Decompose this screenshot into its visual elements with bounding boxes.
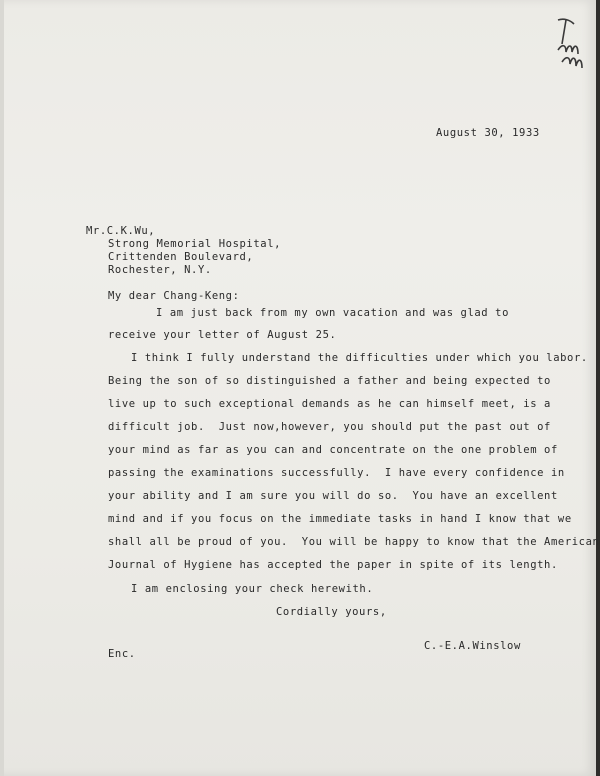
- body-line: shall all be proud of you. You will be happy to know that the American: [108, 536, 600, 548]
- letter-date: August 30, 1933: [436, 127, 540, 139]
- body-line: Journal of Hygiene has accepted the paper in spite of its length.: [108, 559, 558, 571]
- body-line: live up to such exceptional demands as he can himself meet, is a: [108, 398, 551, 410]
- recipient-line: Rochester, N.Y.: [108, 264, 212, 276]
- body-line: Being the son of so distinguished a father and being expected to: [108, 375, 551, 387]
- recipient-line: Strong Memorial Hospital,: [108, 238, 282, 250]
- body-line: your ability and I am sure you will do so. You have an excellent: [108, 490, 558, 502]
- closing: Cordially yours,: [276, 606, 387, 618]
- page-edge: [0, 0, 4, 776]
- body-line: receive your letter of August 25.: [108, 329, 337, 341]
- body-line: I am just back from my own vacation and was glad to: [156, 307, 509, 319]
- body-line: difficult job. Just now,however, you should put the past out of: [108, 421, 551, 433]
- salutation: My dear Chang-Keng:: [108, 290, 240, 302]
- recipient-line: Mr.C.K.Wu,: [86, 225, 156, 237]
- body-line: mind and if you focus on the immediate tasks in hand I know that we: [108, 513, 572, 525]
- body-line: passing the examinations successfully. I have every confidence in: [108, 467, 565, 479]
- body-line: I am enclosing your check herewith.: [131, 583, 374, 595]
- body-line: your mind as far as you can and concentrate on the one problem of: [108, 444, 558, 456]
- enclosure-note: Enc.: [108, 648, 136, 660]
- recipient-line: Crittenden Boulevard,: [108, 251, 254, 263]
- handwritten-initials: [548, 14, 592, 84]
- signature: C.-E.A.Winslow: [424, 640, 521, 652]
- body-line: I think I fully understand the difficulties under which you labor.: [131, 352, 588, 364]
